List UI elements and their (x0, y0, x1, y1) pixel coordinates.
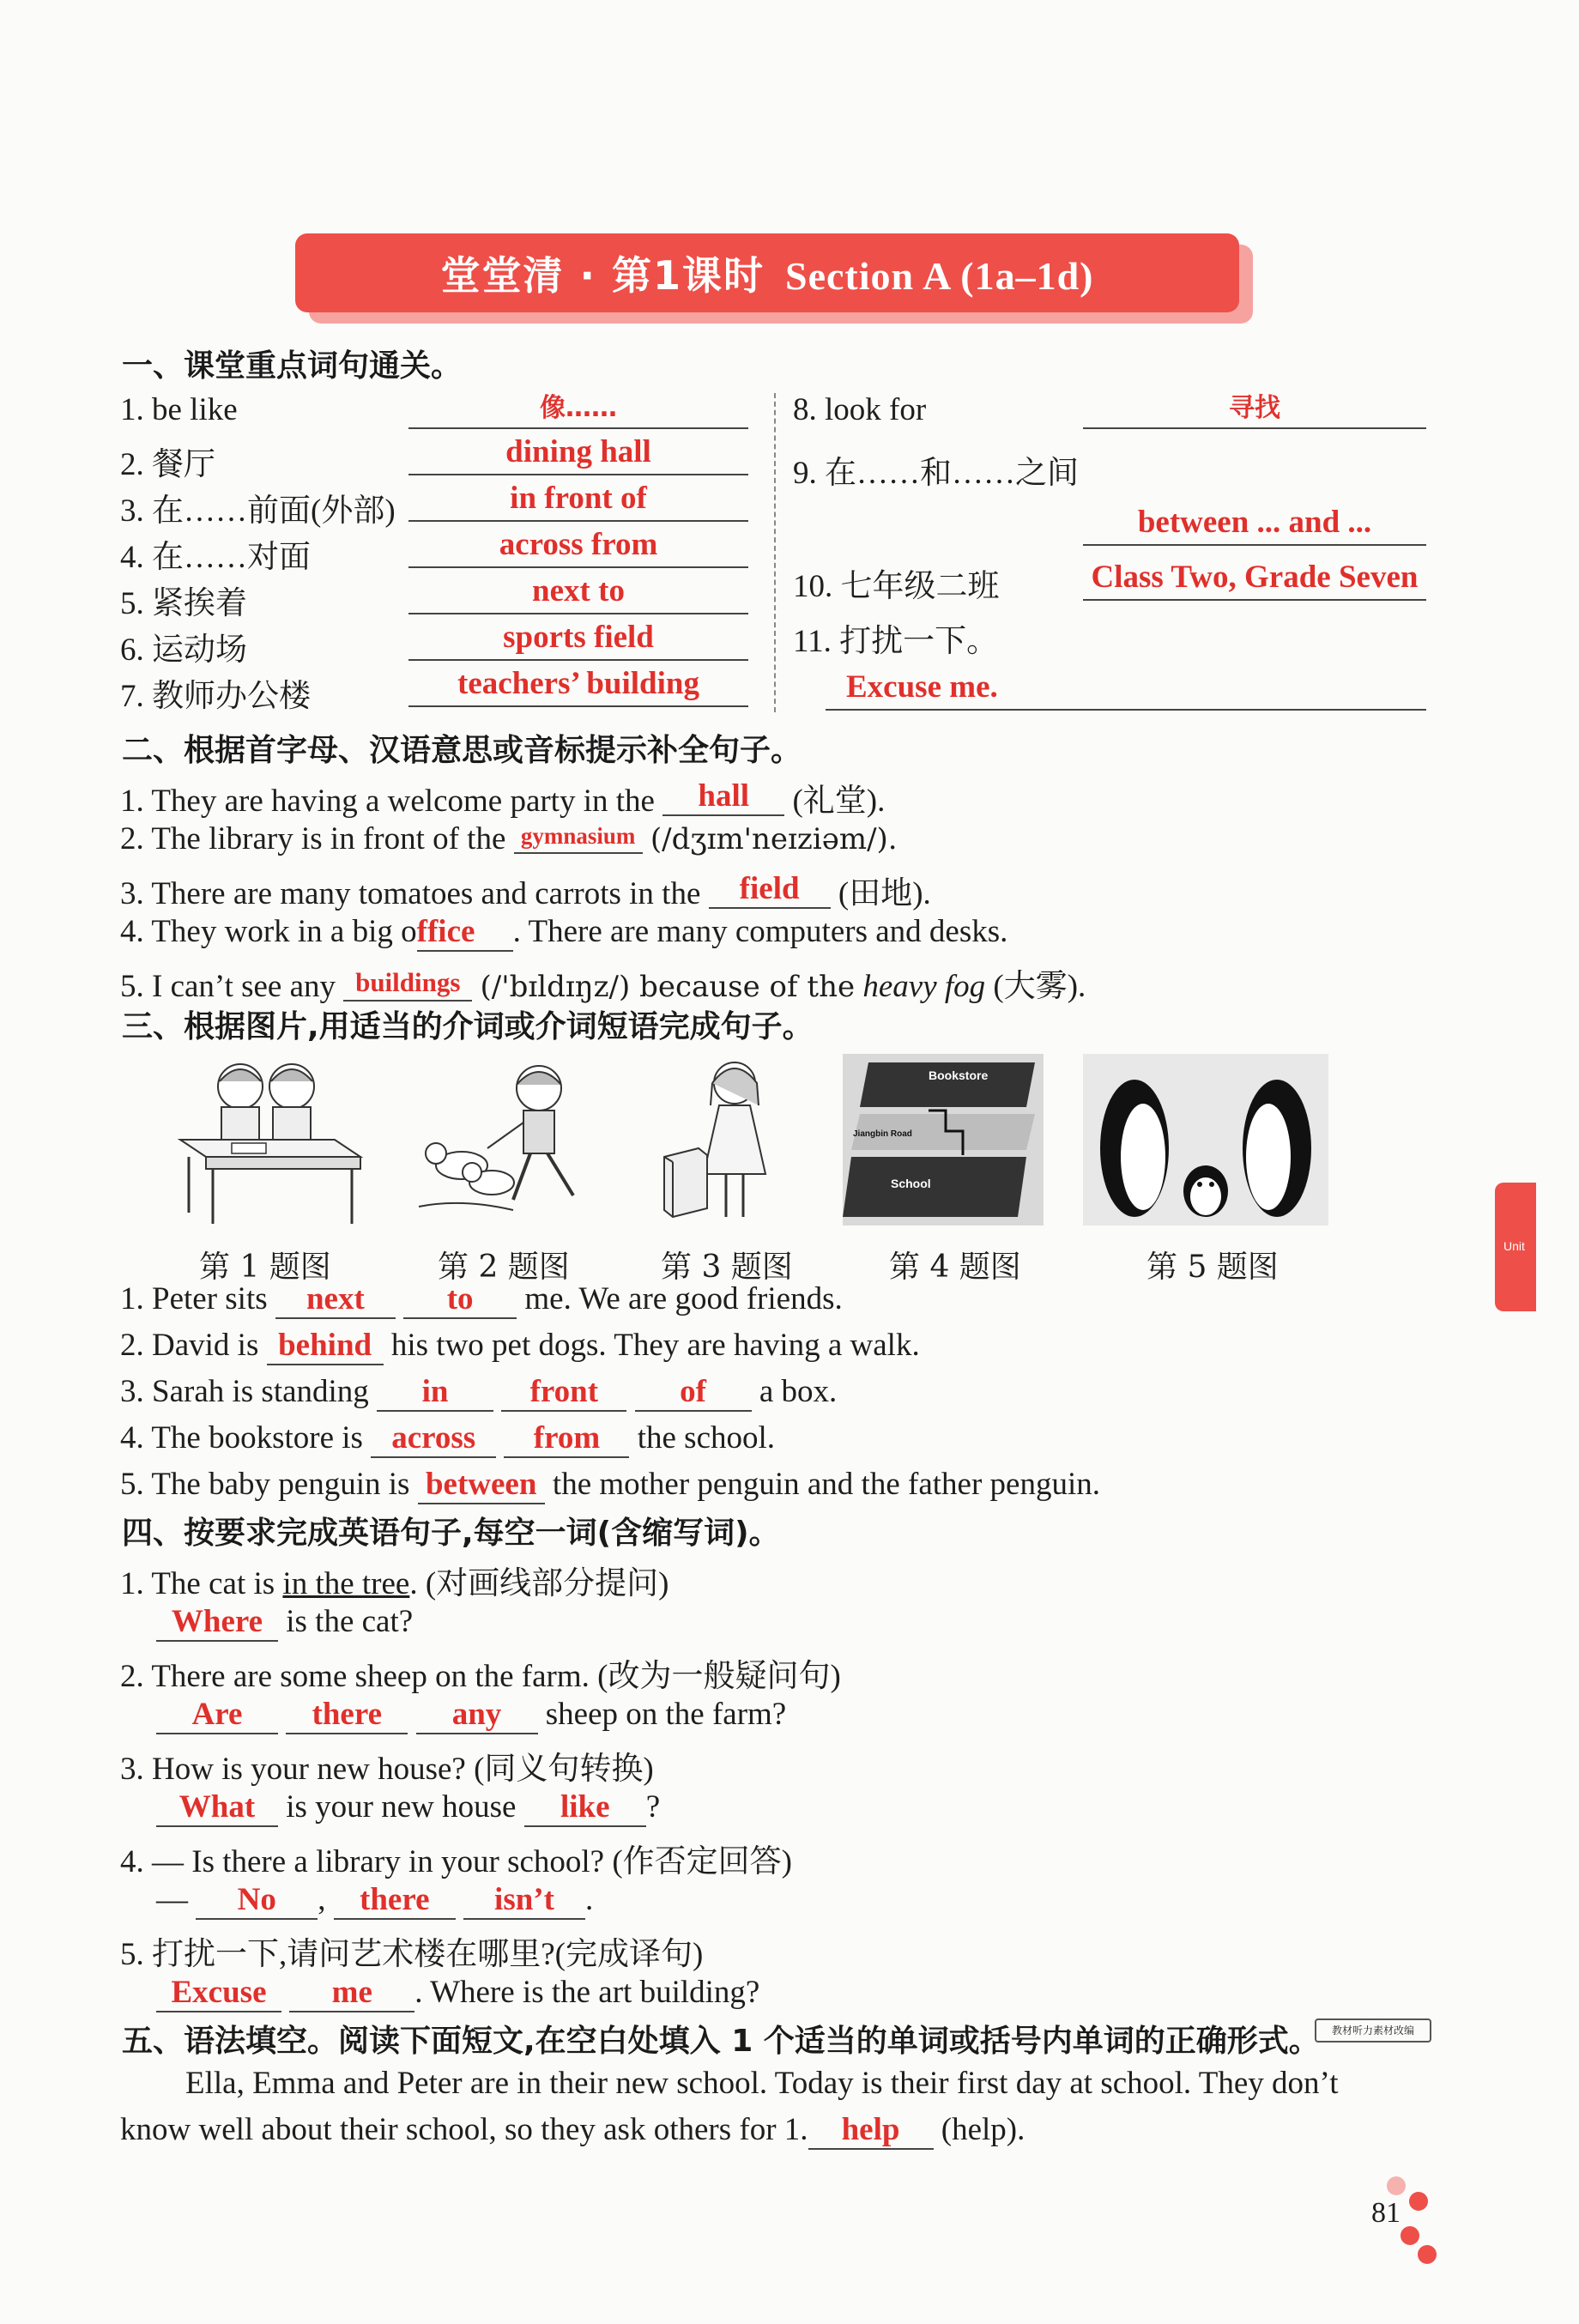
page-number: 81 (1371, 2197, 1401, 2229)
p2-blank-5[interactable]: buildings (343, 963, 472, 1002)
p1-blank-8[interactable]: 寻找 (1083, 388, 1426, 429)
p1-item-4: 4. 在……对面 (120, 540, 311, 575)
decor-dot (1401, 2226, 1419, 2245)
p3-blank-3c[interactable]: of (635, 1373, 752, 1412)
p2-sentence-4: 4. They work in a big office . There are many computers and desks. (120, 913, 1007, 952)
p1-item-3: 3. 在……前面(外部) (120, 493, 396, 529)
part2-heading: 二、根据首字母、汉语意思或音标提示补全句子。 (122, 733, 802, 768)
p2-sentence-1: 1. They are having a welcome party in the hall (礼堂). (120, 778, 886, 819)
p4-a4: — No , there isn’t . (156, 1881, 593, 1920)
picture-4-map (843, 1054, 1044, 1226)
caption-3: 第 3 题图 (661, 1250, 793, 1285)
p2-sentence-5: 5. I can’t see any buildings (/'bɪldɪŋz/) because of the heavy fog (大雾). (120, 959, 1086, 1007)
p1-blank-6[interactable]: sports field (408, 620, 748, 661)
p1-blank-7[interactable]: teachers’ building (408, 666, 748, 707)
p1-item-1: 1. be like (120, 392, 238, 427)
p4-blank-4c[interactable]: isn’t (463, 1881, 585, 1920)
p1-item-8: 8. look for (793, 392, 927, 427)
p4-blank-2c[interactable]: any (416, 1696, 538, 1734)
p4-blank-5a[interactable]: Excuse (156, 1974, 281, 2012)
p1-item-2: 2. 餐厅 (120, 447, 215, 482)
p3-sentence-4: 4. The bookstore is across from the school. (120, 1419, 775, 1458)
p1-blank-9[interactable]: between ... and ... (1083, 501, 1426, 546)
banner-section: Section A (1a–1d) (785, 254, 1094, 298)
p3-blank-4b[interactable]: from (504, 1419, 629, 1458)
p4-blank-3a[interactable]: What (156, 1788, 278, 1827)
p4-blank-5b[interactable]: me (289, 1974, 414, 2012)
p4-blank-2a[interactable]: Are (156, 1696, 278, 1734)
p1-item-10: 10. 七年级二班 (793, 569, 1000, 604)
p1-item-11: 11. 打扰一下。 (793, 624, 999, 659)
p5-blank-1[interactable]: help (808, 2111, 934, 2150)
unit-side-tab: Unit (1495, 1183, 1536, 1311)
p4-a3: What is your new house like ? (156, 1788, 660, 1827)
column-divider (774, 393, 776, 712)
part4-heading: 四、按要求完成英语句子,每空一词(含缩写词)。 (122, 1516, 780, 1551)
part5-heading: 五、语法填空。阅读下面短文,在空白处填入 1 个适当的单词或括号内单词的正确形式。 (122, 2024, 1320, 2059)
p4-blank-4a[interactable]: No (196, 1881, 318, 1920)
decor-dot (1387, 2176, 1406, 2195)
p1-item-5: 5. 紧挨着 (120, 586, 247, 621)
p1-item-7: 7. 教师办公楼 (120, 679, 311, 714)
banner-title: 堂堂清 · 第1课时 Section A (1a–1d) (440, 252, 1094, 299)
p3-blank-1a[interactable]: next (275, 1280, 396, 1319)
p4-a2: Are there any sheep on the farm? (156, 1696, 786, 1734)
p3-blank-3a[interactable]: in (377, 1373, 493, 1412)
p3-sentence-2: 2. David is behind his two pet dogs. They are having a walk. (120, 1327, 920, 1365)
p1-item-6: 6. 运动场 (120, 632, 247, 668)
decor-dot (1418, 2245, 1437, 2264)
p3-blank-5[interactable]: between (418, 1466, 545, 1504)
p2-blank-3[interactable]: field (709, 870, 831, 909)
p5-line-1: Ella, Emma and Peter are in their new school. Today is their first day at school. They don’t (185, 2066, 1339, 2101)
p2-blank-2[interactable]: gymnasium (514, 815, 643, 854)
p1-blank-3[interactable]: in front of (408, 481, 748, 522)
p4-blank-4b[interactable]: there (334, 1881, 456, 1920)
p1-blank-10[interactable]: Class Two, Grade Seven (1083, 556, 1426, 601)
p4-q4: 4. — Is there a library in your school? (作否定回答) (120, 1844, 792, 1879)
p1-item-9: 9. 在……和……之间 (793, 456, 1079, 491)
map-label-bookstore: Bookstore (929, 1068, 989, 1082)
p4-a5: Excuse me . Where is the art building? (156, 1974, 759, 2012)
p2-blank-1[interactable]: hall (662, 778, 784, 816)
p3-sentence-3: 3. Sarah is standing in front of a box. (120, 1373, 837, 1412)
picture-5-penguins (1083, 1054, 1328, 1226)
p2-sentence-3: 3. There are many tomatoes and carrots in the field (田地). (120, 871, 931, 911)
caption-5: 第 5 题图 (1146, 1250, 1279, 1285)
p3-blank-1b[interactable]: to (403, 1280, 517, 1319)
p4-blank-3b[interactable]: like (524, 1788, 646, 1827)
p2-sentence-2: 2. The library is in front of the gymnasium (/dʒɪm'neɪziəm/). (120, 820, 898, 859)
p3-sentence-1: 1. Peter sits next to me. We are good friends. (120, 1280, 843, 1319)
picture-3-girl-and-box (657, 1054, 795, 1226)
p4-q1: 1. The cat is in the tree. (对画线部分提问) (120, 1566, 669, 1601)
textbook-logo: 教材听力素材改编 (1315, 2018, 1431, 2043)
p4-q3: 3. How is your new house? (同义句转换) (120, 1752, 654, 1787)
p1-blank-5[interactable]: next to (408, 573, 748, 614)
p5-line-2: know well about their school, so they ask others for 1. help (help). (120, 2111, 1025, 2150)
map-label-road: Jiangbin Road (853, 1129, 912, 1139)
p4-q5: 5. 打扰一下,请问艺术楼在哪里?(完成译句) (120, 1937, 704, 1972)
part1-heading: 一、课堂重点词句通关。 (122, 348, 463, 384)
p4-q1-underlined: in the tree (282, 1566, 410, 1601)
p1-blank-2[interactable]: dining hall (408, 434, 748, 475)
p3-sentence-5: 5. The baby penguin is between the mother penguin and the father penguin. (120, 1466, 1100, 1504)
picture-1-boys-at-desk (172, 1054, 369, 1226)
p3-blank-3b[interactable]: front (501, 1373, 626, 1412)
header-banner (295, 233, 1239, 312)
p4-a1: Where is the cat? (156, 1603, 413, 1642)
p3-blank-4a[interactable]: across (371, 1419, 496, 1458)
caption-2: 第 2 题图 (438, 1250, 570, 1285)
p3-blank-2[interactable]: behind (267, 1327, 384, 1365)
p4-blank-2b[interactable]: there (286, 1696, 408, 1734)
picture-2-boy-with-dogs (410, 1054, 608, 1226)
p1-blank-4[interactable]: across from (408, 527, 748, 568)
caption-4: 第 4 题图 (889, 1250, 1021, 1285)
part3-heading: 三、根据图片,用适当的介词或介词短语完成句子。 (122, 1009, 814, 1044)
map-label-school: School (891, 1177, 931, 1190)
p1-blank-1[interactable]: 像…… (408, 388, 748, 429)
p4-q2: 2. There are some sheep on the farm. (改为一般疑问句) (120, 1659, 841, 1694)
p1-blank-11[interactable]: Excuse me. (826, 666, 1426, 711)
decor-dot (1409, 2192, 1428, 2211)
caption-1: 第 1 题图 (199, 1250, 331, 1285)
p2-blank-4[interactable]: ffice (417, 913, 513, 952)
p4-blank-1[interactable]: Where (156, 1603, 278, 1642)
